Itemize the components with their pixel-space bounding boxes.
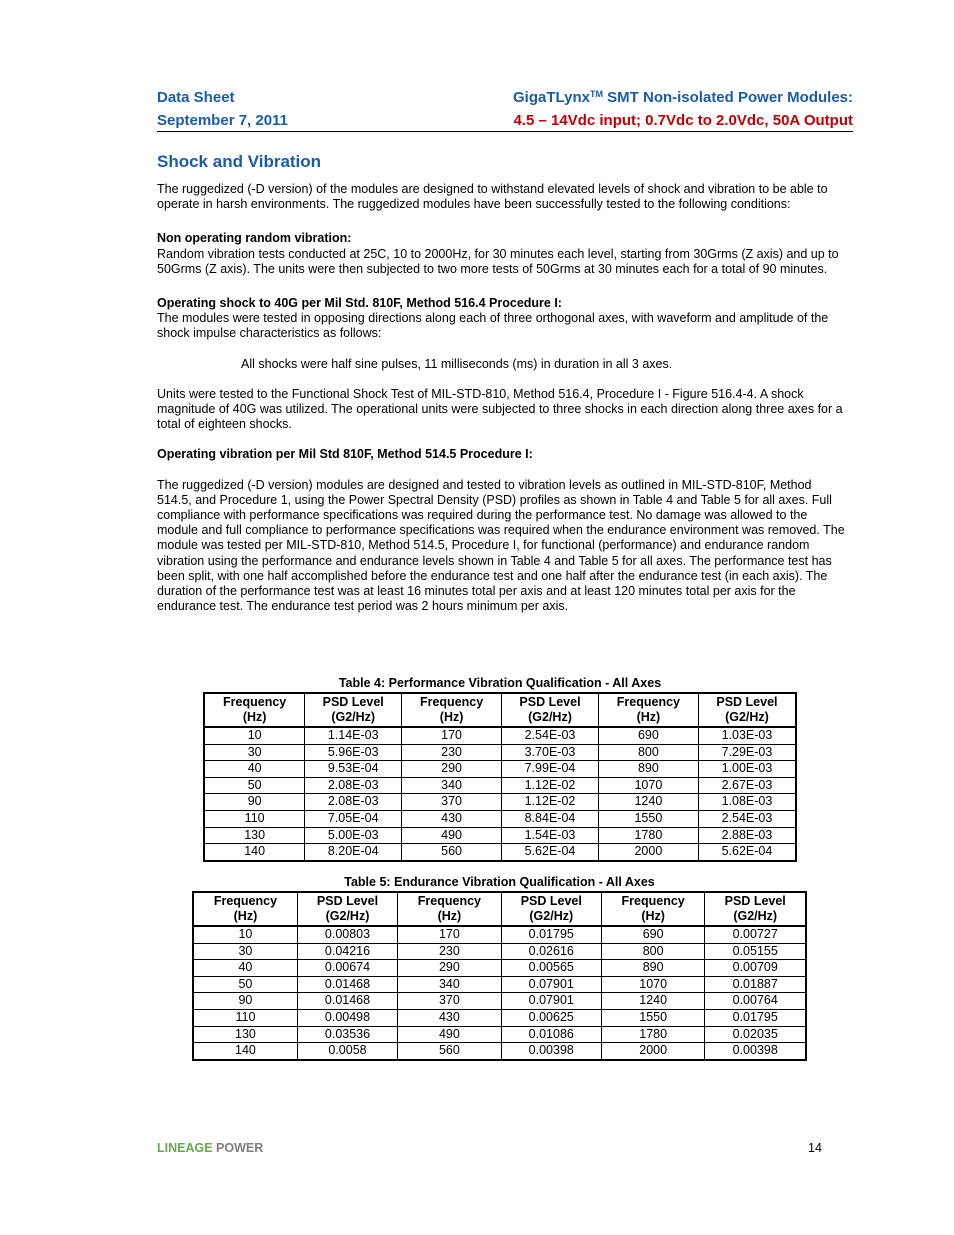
column-header: PSD Level (G2/Hz) bbox=[698, 693, 796, 727]
column-header: Frequency (Hz) bbox=[193, 892, 297, 926]
column-header: Frequency (Hz) bbox=[204, 693, 305, 727]
table-cell: 130 bbox=[193, 1026, 297, 1043]
table-row bbox=[193, 993, 806, 1010]
product-brand: GigaTLynx bbox=[513, 89, 590, 106]
table-cell: 2.54E-03 bbox=[502, 727, 599, 744]
table-cell: 340 bbox=[398, 976, 502, 993]
table-cell: 0.01468 bbox=[297, 976, 397, 993]
column-header: PSD Level (G2/Hz) bbox=[297, 892, 397, 926]
table-cell: 170 bbox=[402, 727, 502, 744]
table-cell: 1070 bbox=[598, 777, 698, 794]
table-cell: 1070 bbox=[601, 976, 705, 993]
column-header: Frequency (Hz) bbox=[601, 892, 705, 926]
table-cell: 0.02035 bbox=[705, 1026, 806, 1043]
table-cell: 0.00565 bbox=[501, 960, 601, 977]
table-cell: 2.08E-03 bbox=[305, 794, 402, 811]
table-cell: 0.00498 bbox=[297, 1009, 397, 1026]
table-cell: 9.53E-04 bbox=[305, 761, 402, 778]
table-cell: 2.88E-03 bbox=[698, 827, 796, 844]
table5-caption: Table 5: Endurance Vibration Qualification - All Axes bbox=[344, 875, 655, 889]
table4-header-row bbox=[204, 693, 796, 727]
table-cell: 1.00E-03 bbox=[698, 761, 796, 778]
table-cell: 370 bbox=[402, 794, 502, 811]
table-cell: 0.00398 bbox=[501, 1043, 601, 1060]
table-cell: 0.04216 bbox=[297, 943, 397, 960]
table-cell: 800 bbox=[601, 943, 705, 960]
table-row bbox=[204, 827, 796, 844]
table-row bbox=[204, 761, 796, 778]
table-cell: 340 bbox=[402, 777, 502, 794]
table-cell: 1.03E-03 bbox=[698, 727, 796, 744]
table-cell: 2.54E-03 bbox=[698, 810, 796, 827]
table-cell: 690 bbox=[601, 926, 705, 943]
table-cell: 0.01795 bbox=[705, 1009, 806, 1026]
table-cell: 2.08E-03 bbox=[305, 777, 402, 794]
table5-block bbox=[192, 875, 807, 1061]
table-cell: 0.00674 bbox=[297, 960, 397, 977]
table-cell: 2000 bbox=[598, 844, 698, 861]
table-row bbox=[204, 777, 796, 794]
table-cell: 110 bbox=[193, 1009, 297, 1026]
table-cell: 2000 bbox=[601, 1043, 705, 1060]
table5-body bbox=[193, 926, 806, 1060]
table-cell: 7.05E-04 bbox=[305, 810, 402, 827]
table-cell: 1.08E-03 bbox=[698, 794, 796, 811]
table-cell: 10 bbox=[193, 926, 297, 943]
table-row bbox=[193, 960, 806, 977]
column-header: PSD Level (G2/Hz) bbox=[502, 693, 599, 727]
table-cell: 560 bbox=[402, 844, 502, 861]
table-cell: 50 bbox=[204, 777, 305, 794]
table-cell: 490 bbox=[402, 827, 502, 844]
table-cell: 30 bbox=[193, 943, 297, 960]
table4-caption: Table 4: Performance Vibration Qualification - All Axes bbox=[338, 676, 662, 690]
table-cell: 890 bbox=[601, 960, 705, 977]
table-cell: 140 bbox=[204, 844, 305, 861]
table-cell: 560 bbox=[398, 1043, 502, 1060]
table-row bbox=[193, 976, 806, 993]
table-cell: 7.99E-04 bbox=[502, 761, 599, 778]
trademark: TM bbox=[589, 89, 603, 99]
table-cell: 1550 bbox=[598, 810, 698, 827]
doc-type: Data Sheet bbox=[157, 89, 235, 106]
intro-paragraph: The ruggedized (-D version) of the modules are designed to withstand elevated levels of shock and vibration to be able to operate in harsh environments. The ruggedized modules have been successfully tested to the following conditions: bbox=[157, 182, 828, 212]
table-cell: 5.62E-04 bbox=[698, 844, 796, 861]
table-cell: 40 bbox=[193, 960, 297, 977]
body-text bbox=[157, 182, 847, 614]
doc-date: September 7, 2011 bbox=[157, 112, 288, 129]
table-cell: 0.07901 bbox=[501, 993, 601, 1010]
header-divider bbox=[157, 131, 853, 132]
product-spec: 4.5 – 14Vdc input; 0.7Vdc to 2.0Vdc, 50A Output bbox=[513, 112, 853, 129]
shock-heading: Operating shock to 40G per Mil Std. 810F, Method 516.4 Procedure I: bbox=[157, 296, 562, 311]
table-cell: 0.00803 bbox=[297, 926, 397, 943]
table4 bbox=[203, 692, 797, 862]
table-row bbox=[193, 926, 806, 943]
table-cell: 1.54E-03 bbox=[502, 827, 599, 844]
table-cell: 90 bbox=[193, 993, 297, 1010]
table-cell: 1780 bbox=[598, 827, 698, 844]
table-cell: 0.02616 bbox=[501, 943, 601, 960]
table-cell: 130 bbox=[204, 827, 305, 844]
header-right bbox=[513, 86, 853, 132]
table-row bbox=[204, 794, 796, 811]
table-cell: 1550 bbox=[601, 1009, 705, 1026]
table-cell: 90 bbox=[204, 794, 305, 811]
table5 bbox=[192, 891, 807, 1061]
table-cell: 8.20E-04 bbox=[305, 844, 402, 861]
table-row bbox=[193, 1009, 806, 1026]
table-cell: 0.00398 bbox=[705, 1043, 806, 1060]
shock-indent-paragraph: All shocks were half sine pulses, 11 milliseconds (ms) in duration in all 3 axes. bbox=[241, 356, 673, 371]
table-cell: 5.96E-03 bbox=[305, 744, 402, 761]
table-cell: 430 bbox=[402, 810, 502, 827]
product-title-rest: SMT Non-isolated Power Modules: bbox=[602, 89, 853, 106]
column-header: Frequency (Hz) bbox=[598, 693, 698, 727]
table-cell: 230 bbox=[398, 943, 502, 960]
shock-paragraph: The modules were tested in opposing directions along each of three orthogonal axes, with waveform and amplitude of the shock impulse characteristics as follows: bbox=[157, 311, 829, 341]
table4-block bbox=[203, 676, 797, 862]
table-cell: 290 bbox=[402, 761, 502, 778]
table-cell: 690 bbox=[598, 727, 698, 744]
table-row bbox=[193, 1043, 806, 1060]
table5-header-row bbox=[193, 892, 806, 926]
table-row bbox=[204, 727, 796, 744]
table-cell: 5.62E-04 bbox=[502, 844, 599, 861]
table-cell: 50 bbox=[193, 976, 297, 993]
footer-brand-power: POWER bbox=[212, 1141, 264, 1155]
table-cell: 0.01086 bbox=[501, 1026, 601, 1043]
table-cell: 110 bbox=[204, 810, 305, 827]
table-cell: 7.29E-03 bbox=[698, 744, 796, 761]
table-cell: 1.12E-02 bbox=[502, 777, 599, 794]
table-cell: 0.00727 bbox=[705, 926, 806, 943]
table-cell: 3.70E-03 bbox=[502, 744, 599, 761]
table-cell: 0.00764 bbox=[705, 993, 806, 1010]
shock-units-paragraph: Units were tested to the Functional Shock Test of MIL-STD-810, Method 516.4, Procedure I - Figure 516.4-4. A shock magnitude of 40G was utilized. The operational units were subjected to three shocks in each direction along three axes for a total of eighteen shocks. bbox=[157, 386, 843, 432]
vibration-paragraph: The ruggedized (-D version) modules are designed and tested to vibration levels as outlined in MIL-STD-810F, Method 514.5, and Procedure 1, using the Power Spectral Density (PSD) profiles as shown in Table 4 and Table 5 for all axes. Full compliance with performance specifications was required during the performance test. No damage was allowed to the module and full compliance to performance specifications was required when the endurance environment was removed. The module was tested per MIL-STD-810, Method 514.5, Procedure I, for functional (performance) and endurance random vibration using the performance and endurance levels shown in Table 4 and Table 5 for all axes. The performance test has been split, with one half accomplished before the endurance test and one half after the endurance test (in each axis). The duration of the performance test was at least 16 minutes total per axis and at least 120 minutes total per axis for the endurance test. The endurance test period was 2 hours minimum per axis. bbox=[157, 477, 845, 614]
table-cell: 10 bbox=[204, 727, 305, 744]
table-cell: 370 bbox=[398, 993, 502, 1010]
header-left bbox=[157, 86, 288, 132]
table-cell: 0.01887 bbox=[705, 976, 806, 993]
footer-brand-lineage: LINEAGE bbox=[157, 1141, 213, 1155]
table-cell: 8.84E-04 bbox=[502, 810, 599, 827]
table-row bbox=[193, 943, 806, 960]
table-cell: 0.01468 bbox=[297, 993, 397, 1010]
table-cell: 0.0058 bbox=[297, 1043, 397, 1060]
table-cell: 1240 bbox=[601, 993, 705, 1010]
table-cell: 230 bbox=[402, 744, 502, 761]
table-cell: 800 bbox=[598, 744, 698, 761]
table-cell: 140 bbox=[193, 1043, 297, 1060]
page-number: 14 bbox=[808, 1141, 822, 1155]
table-cell: 0.00709 bbox=[705, 960, 806, 977]
nonop-heading: Non operating random vibration: bbox=[157, 231, 352, 246]
product-title bbox=[513, 86, 853, 109]
column-header: PSD Level (G2/Hz) bbox=[305, 693, 402, 727]
column-header: Frequency (Hz) bbox=[398, 892, 502, 926]
table-cell: 0.00625 bbox=[501, 1009, 601, 1026]
table4-body bbox=[204, 727, 796, 861]
table-row bbox=[193, 1026, 806, 1043]
table-cell: 0.01795 bbox=[501, 926, 601, 943]
table-cell: 490 bbox=[398, 1026, 502, 1043]
table-row bbox=[204, 844, 796, 861]
table-cell: 1780 bbox=[601, 1026, 705, 1043]
table-cell: 0.07901 bbox=[501, 976, 601, 993]
footer-brand bbox=[157, 1141, 263, 1155]
column-header: Frequency (Hz) bbox=[402, 693, 502, 727]
table-cell: 430 bbox=[398, 1009, 502, 1026]
nonop-paragraph: Random vibration tests conducted at 25C, 10 to 2000Hz, for 30 minutes each level, starting from 30Grms (Z axis) and up to 50Grms (Z axis). The units were then subjected to two more tests of 50Grms at 30 minutes each for a total of 90 minutes. bbox=[157, 246, 839, 276]
table-cell: 890 bbox=[598, 761, 698, 778]
table-cell: 5.00E-03 bbox=[305, 827, 402, 844]
table-cell: 1.12E-02 bbox=[502, 794, 599, 811]
table-cell: 30 bbox=[204, 744, 305, 761]
section-title: Shock and Vibration bbox=[157, 152, 322, 171]
table-cell: 40 bbox=[204, 761, 305, 778]
vibration-heading: Operating vibration per Mil Std 810F, Method 514.5 Procedure I: bbox=[157, 447, 533, 462]
table-cell: 170 bbox=[398, 926, 502, 943]
table-row bbox=[204, 810, 796, 827]
column-header: PSD Level (G2/Hz) bbox=[501, 892, 601, 926]
table-cell: 290 bbox=[398, 960, 502, 977]
table-cell: 0.03536 bbox=[297, 1026, 397, 1043]
table-cell: 1240 bbox=[598, 794, 698, 811]
table-cell: 1.14E-03 bbox=[305, 727, 402, 744]
table-cell: 0.05155 bbox=[705, 943, 806, 960]
table-cell: 2.67E-03 bbox=[698, 777, 796, 794]
column-header: PSD Level (G2/Hz) bbox=[705, 892, 806, 926]
table-row bbox=[204, 744, 796, 761]
